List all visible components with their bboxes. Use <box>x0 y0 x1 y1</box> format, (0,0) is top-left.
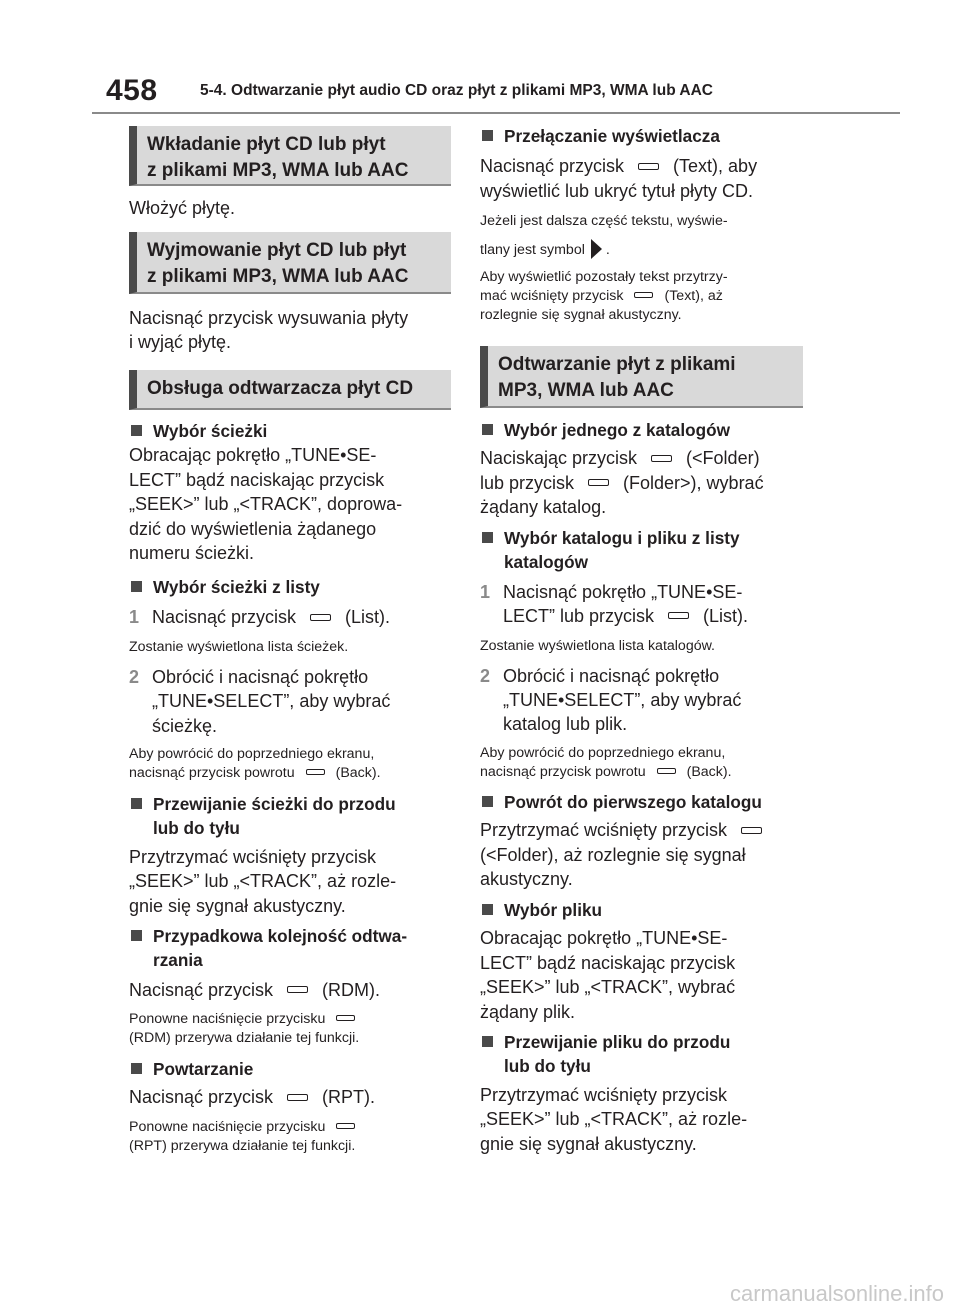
step-text: (List). <box>345 607 391 628</box>
subheading <box>480 124 805 148</box>
note-line: Zostanie wyświetlona lista katalogów. <box>480 637 716 654</box>
heading-line: Wyjmowanie płyt CD lub płyt <box>147 240 407 261</box>
section-heading-insert <box>129 126 451 186</box>
subheading-text: Przewijanie pliku do przodu <box>504 1032 731 1052</box>
subheading-text: Wybór ścieżki <box>153 421 268 441</box>
text-line: „SEEK>” lub „<TRACK”, doprowa- <box>129 494 403 515</box>
text: Naciskając przycisk <box>480 448 638 469</box>
random-block <box>129 924 451 1048</box>
subheading-text: Przypadkowa kolejność odtwa- <box>153 926 408 946</box>
note-text: (Back). <box>335 765 381 782</box>
text-button-icon <box>634 292 653 298</box>
text: (RPT). <box>322 1087 376 1108</box>
text-line: Obracając pokrętło „TUNE•SE- <box>129 445 377 466</box>
text-line <box>480 154 805 178</box>
text-line: (<Folder), aż rozlegnie się sygnał <box>480 844 746 865</box>
track-list-block <box>129 575 451 783</box>
subheading <box>129 1057 451 1081</box>
note-line <box>480 239 805 261</box>
text-line: Obracając pokrętło „TUNE•SE- <box>480 928 728 949</box>
bullet-square-icon <box>482 130 493 141</box>
first-folder-block <box>480 790 805 892</box>
text-line <box>480 446 805 470</box>
heading-line: z plikami MP3, WMA lub AAC <box>147 266 409 287</box>
display-switch-block <box>480 124 805 325</box>
note-text: nacisnąć przycisk powrotu <box>129 765 295 782</box>
note-line <box>129 1118 451 1137</box>
subheading-text: rzania <box>153 950 203 971</box>
rdm-button-icon <box>287 986 308 993</box>
text-line: żądany katalog. <box>480 497 607 518</box>
bullet-square-icon <box>482 532 493 543</box>
subheading-text: katalogów <box>504 552 589 573</box>
text-line: „SEEK>” lub „<TRACK”, aż rozle- <box>480 1109 748 1130</box>
bullet-square-icon <box>131 930 142 941</box>
rpt-button-icon <box>336 1123 355 1129</box>
step-text: Obrócić i nacisnąć pokrętło <box>503 665 720 686</box>
step-text: „TUNE•SELECT”, aby wybrać <box>503 690 742 711</box>
subheading-text: Wybór pliku <box>504 900 603 920</box>
running-title: 5-4. Odtwarzanie płyt audio CD oraz płyt z plikami MP3, WMA lub AAC <box>200 82 713 99</box>
subheading-text: Przełączanie wyświetlacza <box>504 126 720 146</box>
note-line: Jeżeli jest dalsza część tekstu, wyświe- <box>480 213 728 230</box>
step-text: katalog lub plik. <box>503 714 628 735</box>
section-heading-mp3 <box>480 346 803 408</box>
rpt-button-icon <box>287 1094 308 1101</box>
note-line: (RDM) przerywa działanie tej funkcji. <box>129 1030 360 1047</box>
fast-track-block <box>129 792 451 918</box>
subheading <box>129 419 451 443</box>
bullet-square-icon <box>482 796 493 807</box>
subheading-text: Wybór ścieżki z listy <box>153 577 320 597</box>
text: Nacisnąć przycisk <box>480 156 625 177</box>
step-number: 2 <box>480 665 491 686</box>
repeat-block <box>129 1057 451 1156</box>
subheading-text: Powtarzanie <box>153 1059 254 1079</box>
subheading <box>129 924 451 948</box>
watermark: carmanualsonline.info <box>729 1281 944 1306</box>
text-line: „SEEK>” lub „<TRACK”, aż rozle- <box>129 871 397 892</box>
step-number: 1 <box>480 581 491 602</box>
bullet-square-icon <box>131 1063 142 1074</box>
list-button-icon <box>668 612 689 619</box>
subheading <box>480 790 805 814</box>
file-select-block <box>480 898 805 1024</box>
folder-next-button-icon <box>588 479 609 486</box>
step-text <box>503 604 805 628</box>
text: (<Folder) <box>686 448 760 469</box>
note-text: Ponowne naciśnięcie przycisku <box>129 1118 326 1135</box>
text-line: Nacisnąć przycisk wysuwania płyty <box>129 308 409 328</box>
bullet-square-icon <box>131 798 142 809</box>
section-heading-operation <box>129 370 451 410</box>
text: (Text), aby <box>673 156 758 177</box>
heading-line: Obsługa odtwarzacza płyt CD <box>147 378 414 399</box>
step-text: ścieżkę. <box>152 715 218 736</box>
header-rule <box>92 112 900 114</box>
note-line <box>129 764 451 783</box>
note-text: . <box>605 241 610 258</box>
text-line: i wyjąć płytę. <box>129 332 232 353</box>
subheading <box>480 418 805 442</box>
text-line: akustyczny. <box>480 869 573 890</box>
fast-file-block <box>480 1030 805 1156</box>
text-line: LECT” bądź naciskając przycisk <box>480 952 736 973</box>
note-line <box>480 287 805 306</box>
text-line <box>129 1085 451 1109</box>
step-number: 2 <box>129 666 140 687</box>
note-line: Aby wyświetlić pozostały tekst przytrzy- <box>480 269 728 286</box>
subheading-text: lub do tyłu <box>153 818 240 839</box>
note-text: mać wciśnięty przycisk <box>480 288 624 305</box>
page-header <box>92 70 900 118</box>
text-line: Przytrzymać wciśnięty przycisk <box>480 1084 728 1105</box>
back-button-icon <box>657 768 676 774</box>
step-1 <box>480 580 805 629</box>
note-line: Zostanie wyświetlona lista ścieżek. <box>129 638 349 655</box>
step-text: Obrócić i nacisnąć pokrętło <box>152 666 369 687</box>
step-2 <box>480 664 805 737</box>
subheading <box>129 792 451 816</box>
note-line: Aby powrócić do poprzedniego ekranu, <box>480 744 726 761</box>
note-text: tlany jest symbol <box>480 241 585 258</box>
text-button-icon <box>638 163 659 170</box>
section-heading-eject <box>129 232 451 294</box>
note-text: nacisnąć przycisk powrotu <box>480 763 646 780</box>
more-text-arrow-icon <box>591 239 602 259</box>
text-line <box>480 818 805 842</box>
text: (RDM). <box>322 979 381 1000</box>
subheading <box>480 526 805 550</box>
eject-text <box>129 306 451 355</box>
subheading-text: Wybór katalogu i pliku z listy <box>504 528 740 548</box>
text: Nacisnąć przycisk <box>129 979 274 1000</box>
subheading-text: lub do tyłu <box>504 1056 591 1077</box>
text: LECT” lub przycisk <box>503 606 655 627</box>
text: (Folder>), wybrać <box>623 472 764 493</box>
bullet-square-icon <box>131 581 142 592</box>
note-text: (Text), aż <box>664 288 723 305</box>
note-line <box>480 763 805 782</box>
heading-line: z plikami MP3, WMA lub AAC <box>147 160 409 181</box>
step-2 <box>129 665 451 738</box>
note-line <box>129 1010 451 1029</box>
track-select-block <box>129 419 451 565</box>
step-text: Nacisnąć przycisk <box>152 607 297 628</box>
text-line: gnie się sygnał akustyczny. <box>480 1133 697 1154</box>
step-text: „TUNE•SELECT”, aby wybrać <box>152 691 391 712</box>
text-line: dzić do wyświetlenia żądanego <box>129 518 377 539</box>
list-button-icon <box>310 614 331 621</box>
heading-line: Odtwarzanie płyt z plikami <box>498 354 736 375</box>
step-text: Nacisnąć pokrętło „TUNE•SE- <box>503 581 743 602</box>
text-line: „SEEK>” lub „<TRACK”, wybrać <box>480 977 736 998</box>
note-text: (Back). <box>686 763 732 780</box>
text: Przytrzymać wciśnięty przycisk <box>480 820 728 841</box>
bullet-square-icon <box>131 425 142 436</box>
text: (List). <box>703 606 749 627</box>
folder-select-block <box>480 418 805 520</box>
text-line <box>129 978 451 1002</box>
rdm-button-icon <box>336 1015 355 1021</box>
subheading-text: Wybór jednego z katalogów <box>504 420 731 440</box>
step-1 <box>129 605 451 629</box>
heading-line: MP3, WMA lub AAC <box>498 380 674 401</box>
bullet-square-icon <box>482 904 493 915</box>
text: lub przycisk <box>480 472 575 493</box>
note-line: (RPT) przerywa działanie tej funkcji. <box>129 1137 356 1154</box>
page-number: 458 <box>106 74 158 107</box>
insert-text: Włożyć płytę. <box>129 198 236 218</box>
note-text: Ponowne naciśnięcie przycisku <box>129 1011 326 1028</box>
subheading <box>480 1030 805 1054</box>
text-line: wyświetlić lub ukryć tytuł płyty CD. <box>480 180 754 201</box>
bullet-square-icon <box>482 1036 493 1047</box>
text-line: żądany plik. <box>480 1001 576 1022</box>
heading-line: Wkładanie płyt CD lub płyt <box>147 134 386 155</box>
step-number: 1 <box>129 607 140 628</box>
note-line: Aby powrócić do poprzedniego ekranu, <box>129 746 375 763</box>
text: Nacisnąć przycisk <box>129 1087 274 1108</box>
back-button-icon <box>306 769 325 775</box>
text-line: Przytrzymać wciśnięty przycisk <box>129 846 377 867</box>
bullet-square-icon <box>482 424 493 435</box>
text-line <box>480 471 805 495</box>
subheading-text: Powrót do pierwszego katalogu <box>504 792 762 812</box>
note-line: rozlegnie się sygnał akustyczny. <box>480 307 682 324</box>
subheading <box>480 898 805 922</box>
subheading <box>129 575 451 599</box>
text-line: LECT” bądź naciskając przycisk <box>129 469 385 490</box>
text-line: numeru ścieżki. <box>129 543 255 564</box>
subheading-text: Przewijanie ścieżki do przodu <box>153 794 396 814</box>
text-line: gnie się sygnał akustyczny. <box>129 895 346 916</box>
folder-prev-button-icon <box>651 455 672 462</box>
folder-prev-button-icon <box>741 827 762 834</box>
folder-list-block <box>480 526 805 782</box>
